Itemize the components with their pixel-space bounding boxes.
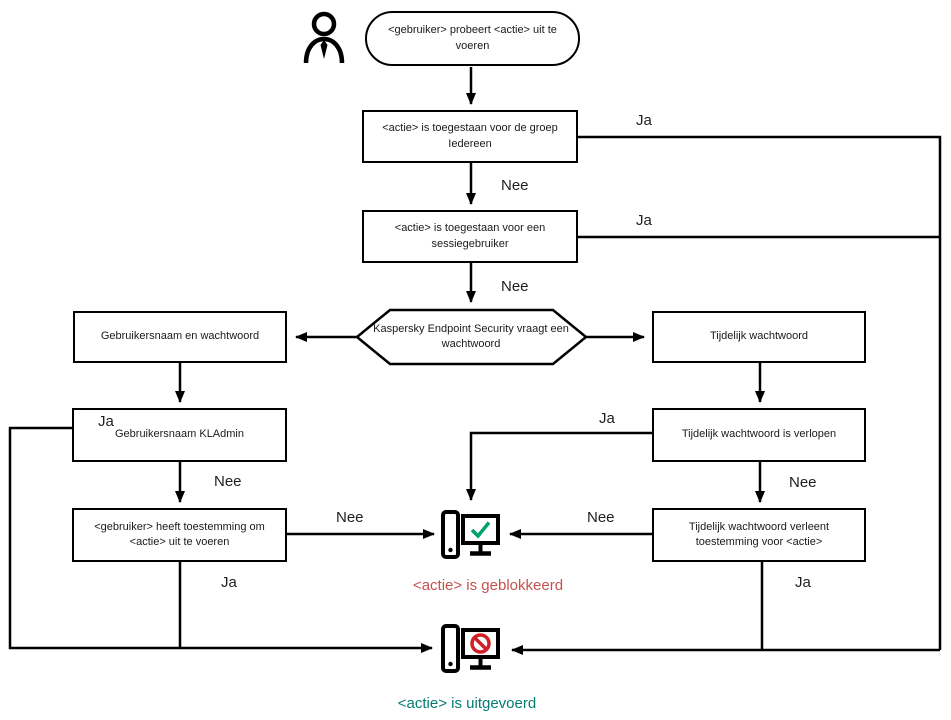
node-temp-password — [652, 311, 866, 363]
node-credentials — [73, 311, 287, 363]
node-temp-grants — [652, 508, 866, 562]
node-password-prompt — [371, 314, 571, 360]
edge-label-kladmin-yes: Ja — [98, 413, 114, 430]
node-start-label: <gebruiker> probeert <actie> uit te voeren — [388, 24, 557, 52]
node-group-allowed — [362, 110, 578, 163]
edge-label-permission-no: Nee — [336, 509, 364, 526]
node-credentials-label: Gebruikersnaam en wachtwoord — [100, 330, 260, 343]
user-icon — [301, 9, 347, 65]
node-temp-expired-label: Tijdelijk wachtwoord is verlopen — [681, 428, 837, 441]
edge-label-session-yes: Ja — [636, 212, 652, 229]
node-temp-expired — [652, 408, 866, 462]
edge-label-expired-no: Nee — [789, 474, 817, 491]
node-group-allowed-label: <actie> is toegestaan voor de groep Iedereen — [382, 122, 558, 150]
edge-label-grants-no: Nee — [587, 509, 615, 526]
result-blocked-text: <actie> is geblokkeerd — [412, 577, 564, 594]
node-temp-password-label: Tijdelijk wachtwoord — [709, 330, 809, 343]
result-executed-text: <actie> is uitgevoerd — [397, 695, 537, 712]
node-session-allowed — [362, 210, 578, 263]
computer-check-icon — [440, 506, 502, 568]
edge-label-group-yes: Ja — [636, 112, 652, 129]
edge-label-grants-yes: Ja — [795, 574, 811, 591]
edge-label-expired-yes: Ja — [599, 410, 615, 427]
computer-blocked-icon — [440, 620, 502, 682]
edge-label-session-no: Nee — [501, 278, 529, 295]
edge-label-kladmin-no: Nee — [214, 473, 242, 490]
node-user-permission — [72, 508, 287, 562]
node-kladmin-label: Gebruikersnaam KLAdmin — [114, 428, 244, 441]
edge-label-group-no: Nee — [501, 177, 529, 194]
node-temp-grants-label: Tijdelijk wachtwoord verleent toestemming voor <actie> — [688, 520, 830, 548]
node-session-allowed-label: <actie> is toegestaan voor een sessiegebruiker — [394, 222, 546, 250]
node-user-permission-label: <gebruiker> heeft toestemming om <actie> uit te voeren — [94, 520, 265, 548]
node-password-prompt-label: Kaspersky Endpoint Security vraagt een wachtwoord — [373, 322, 569, 350]
edge-label-permission-yes: Ja — [221, 574, 237, 591]
node-start — [365, 11, 580, 66]
